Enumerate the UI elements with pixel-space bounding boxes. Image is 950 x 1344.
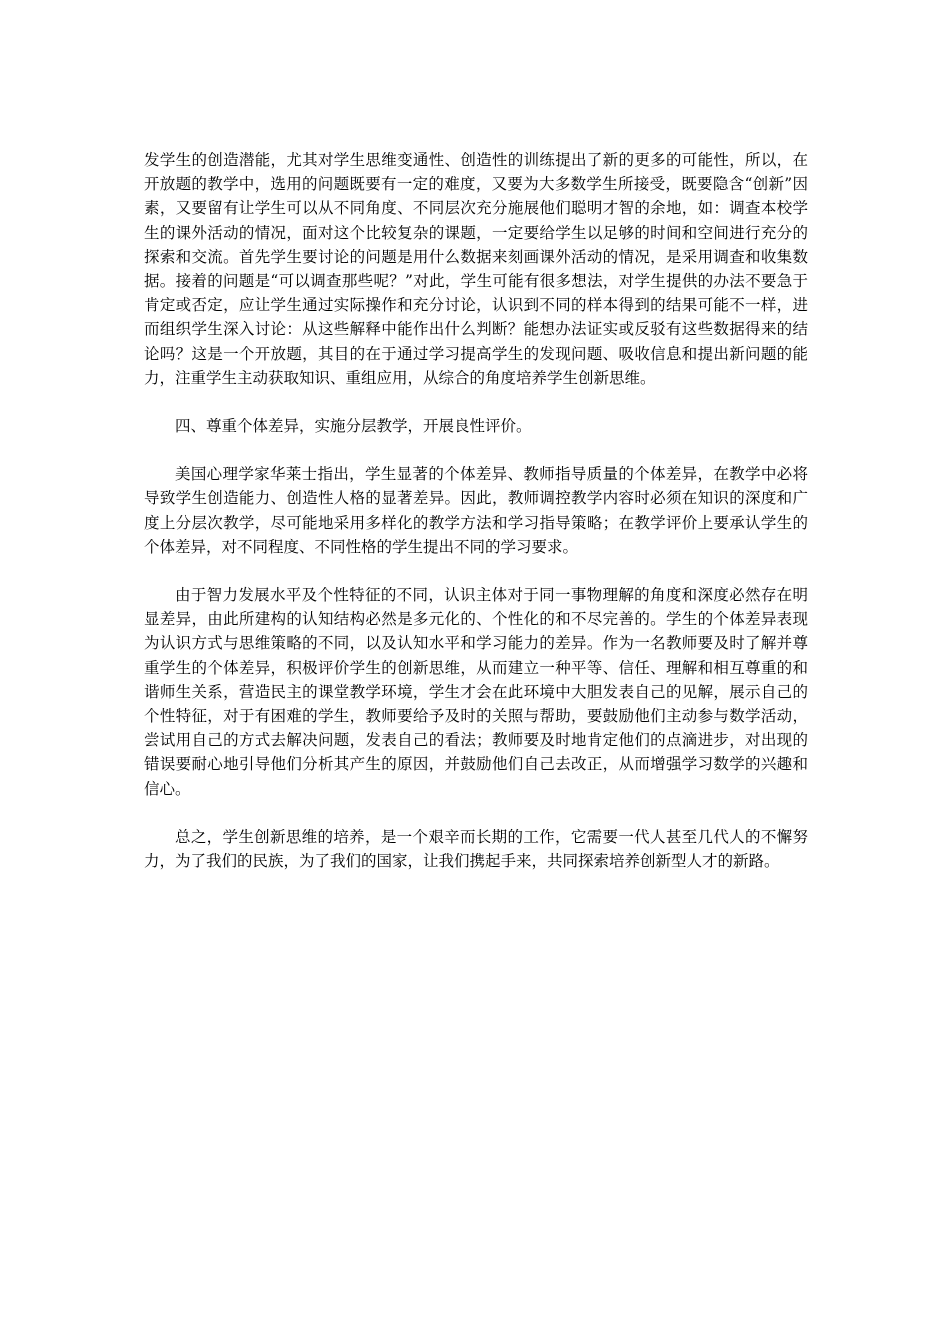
paragraph-individual-differences: 美国心理学家华莱士指出，学生显著的个体差异、教师指导质量的个体差异，在教学中必将导致学生创造能力、创造性人格的显著差异。因此，教师调控教学内容时必须在知识的深度和广度上分层次教学，尽可能地采用多样化的教学方法和学习指导策略；在教学评价上要承认学生的个体差异，对不同程度、不同性格的学生提出不同的学习要求。 [144,465,808,556]
paragraph-cognitive-structure: 由于智力发展水平及个性特征的不同，认识主体对于同一事物理解的角度和深度必然存在明显差异，由此所建构的认知结构必然是多元化的、个性化的和不尽完善的。学生的个体差异表现为认识方式与思维策略的不同，以及认知水平和学习能力的差异。作为一名教师要及时了解并尊重学生的个体差异，积极评价学生的创新思维，从而建立一种平等、信任、理解和相互尊重的和谐师生关系，营造民主的课堂教学环境，学生才会在此环境中大胆发表自己的见解，展示自己的个性特征，对于有困难的学生，教师要给予及时的关照与帮助，要鼓励他们主动参与数学活动，尝试用自己的方式去解决问题，发表自己的看法；教师要及时地肯定他们的点滴进步，对出现的错误要耐心地引导他们分析其产生的原因，并鼓励他们自己去改正，从而增强学习数学的兴趣和信心。 [144,586,808,798]
paragraph-open-problem-continuation: 发学生的创造潜能，尤其对学生思维变通性、创造性的训练提出了新的更多的可能性，所以，在开放题的教学中，选用的问题既要有一定的难度，又要为大多数学生所接受，既要隐含“创新”因素，又要留有让学生可以从不同角度、不同层次充分施展他们聪明才智的余地，如：调查本校学生的课外活动的情况，面对这个比较复杂的课题，一定要给学生以足够的时间和空间进行充分的探索和交流。首先学生要讨论的问题是用什么数据来刻画课外活动的情况，是采用调查和收集数据。接着的问题是“可以调查那些呢？”对此，学生可能有很多想法，对学生提供的办法不要急于肯定或否定，应让学生通过实际操作和充分讨论，认识到不同的样本得到的结果可能不一样，进而组织学生深入讨论：从这些解释中能作出什么判断？能想办法证实或反驳有这些数据得来的结论吗？这是一个开放题，其目的在于通过学习提高学生的发现问题、吸收信息和提出新问题的能力，注重学生主动获取知识、重组应用，从综合的角度培养学生创新思维。 [144,151,808,387]
section-heading-four: 四、尊重个体差异，实施分层教学，开展良性评价。 [175,417,532,436]
paragraph-conclusion: 总之，学生创新思维的培养，是一个艰辛而长期的工作，它需要一代人甚至几代人的不懈努力，为了我们的民族，为了我们的国家，让我们携起手来，共同探索培养创新型人才的新路。 [144,827,808,871]
document-page [144,148,808,897]
